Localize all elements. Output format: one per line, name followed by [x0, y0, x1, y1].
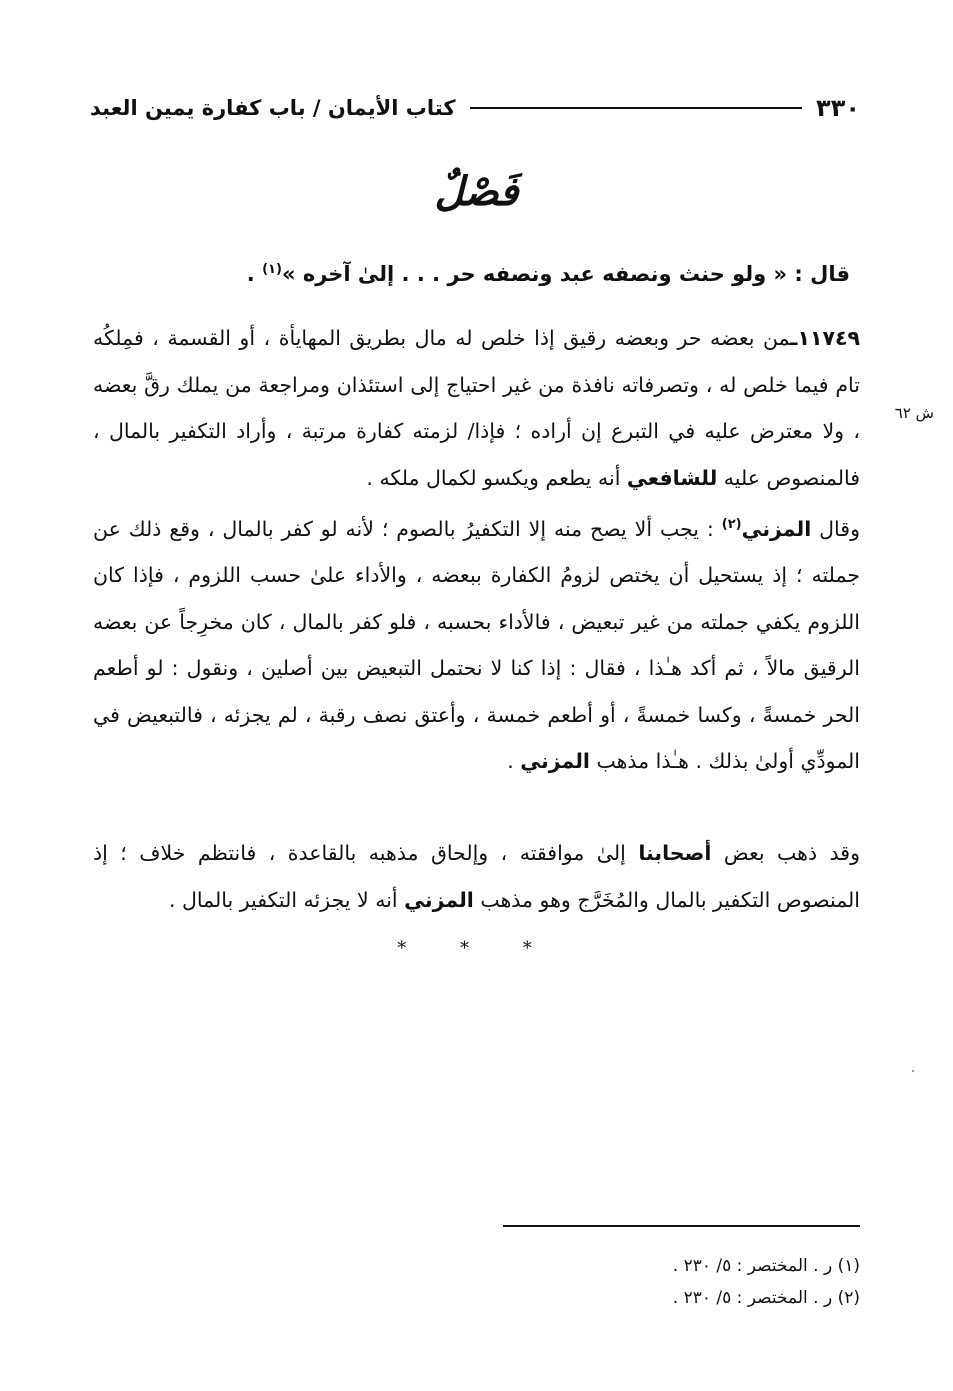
paragraph-text-a: من بعضه حر وبعضه رقيق إذا خلص له مال بطريق المهايأة ، أو القسمة ، فمِلكُه تام فيما خلص له ، وتصرفاته نافذة من غير احتياج إلى استئذان ومراجعة من يملك رقَّ بعضه ، ولا معترض عليه في التبرع إن أراده ؛ فإذا/ لزمته كفارة مرتبة ، وأراد التكفير بالمال ، فالمنصوص عليه	[93, 326, 860, 490]
name-muzani: المزني	[404, 887, 474, 912]
footnote-ref-2: (٢)	[721, 517, 742, 532]
section-separator: * * *	[397, 938, 556, 959]
paragraph-muzani	[93, 502, 860, 785]
footnote-ref-1: (١)	[262, 262, 282, 277]
margin-manuscript-note: ش ٦٢	[894, 404, 934, 422]
quoted-statement	[120, 250, 850, 294]
footnote-2: (٢) ر . المختصر : ٥/ ٢٣٠ .	[672, 1288, 860, 1308]
name-shafii: للشافعي	[626, 465, 718, 490]
paragraph-text-b: إلىٰ موافقته ، وإلحاق مذهبه بالقاعدة ، فانتظم خلاف ؛ إذ المنصوص التكفير بالمال والمُخَرَّج وهو مذهب	[93, 841, 860, 912]
footnote-rule	[503, 1225, 860, 1227]
paragraph-ashab	[93, 830, 860, 923]
paragraph-end: .	[507, 749, 521, 774]
qala-prefix: قال	[810, 262, 850, 286]
paragraph-text: : يجب ألا يصح منه إلا التكفيرُ بالصوم ؛ لأنه لو كفر بالمال ، وقع ذلك عن جملته ؛ إذ يستحيل أن يختص لزومُ الكفارة ببعضه ، والأداء علىٰ حسب اللزوم ، فإذا كان اللزوم يكفي جملته من غير تبعيض ، فالأداء بحسبه ، فلو كفر بالمال ، كان مخرِجاً عن بعضه الرقيق مالاً ، ثم أكد هـٰذا ، فقال : إذا كنا لا نحتمل التبعيض بين أصلين ، ونقول : لو أطعم الحر خمسةً ، وكسا خمسةً ، أو أطعم خمسة ، وأعتق نصف رقبة ، لم يجزئه ، فالتبعيض في المودِّي أولىٰ بذلك . هـٰذا مذهب	[93, 516, 860, 774]
paragraph-number: ١١٧٤٩ـ	[790, 326, 860, 350]
footnotes	[520, 1250, 860, 1314]
page-number: ٣٣٠	[816, 94, 860, 122]
running-title: كتاب الأيمان / باب كفارة يمين العبد	[90, 96, 456, 120]
paragraph-1749	[93, 315, 860, 501]
paragraph-text-c: أنه لا يجزئه التكفير بالمال .	[168, 887, 405, 912]
name-muzani: المزني	[741, 516, 812, 541]
paragraph-lead: وقال	[811, 516, 860, 541]
qala-text: : « ولو حنث ونصفه عبد ونصفه حر . . . إلىٰ آخره »	[281, 262, 803, 286]
paragraph-text-b: أنه يطعم ويكسو لكمال ملكه .	[366, 465, 627, 490]
header-rule	[470, 107, 802, 109]
name-ashabuna: أصحابنا	[638, 841, 712, 865]
running-header	[90, 90, 860, 126]
paragraph-text-a: وقد ذهب بعض	[711, 841, 861, 865]
footnote-1: (١) ر . المختصر : ٥/ ٢٣٠ .	[672, 1256, 860, 1276]
speck	[912, 1070, 914, 1072]
qala-end: .	[246, 262, 263, 286]
section-heading: فَصْلٌ	[434, 168, 519, 215]
name-muzani-2: المزني	[520, 749, 590, 774]
